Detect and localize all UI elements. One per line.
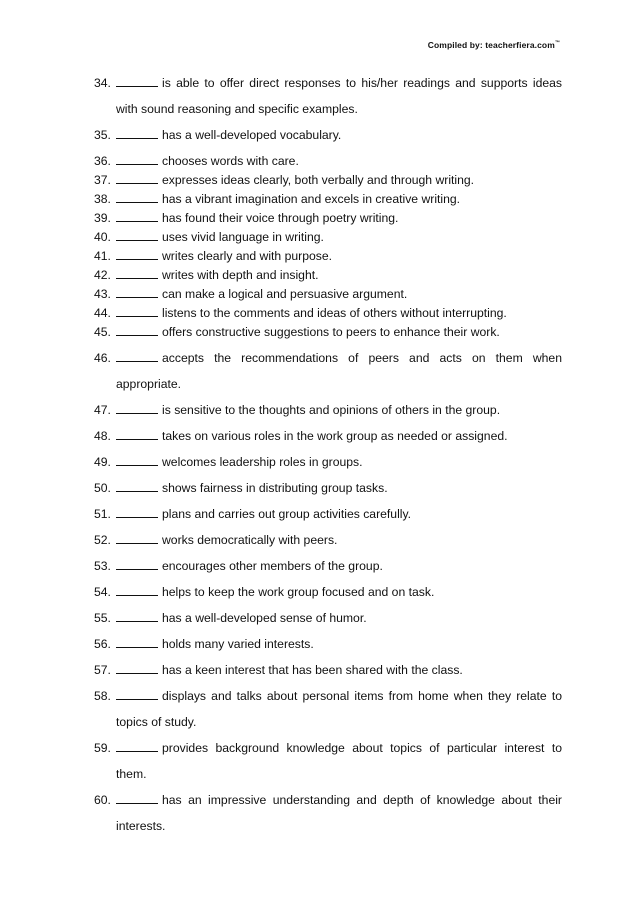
item-text: has a keen interest that has been shared with the class. xyxy=(162,663,463,677)
item-number: 43. xyxy=(94,287,111,301)
list-item xyxy=(94,267,562,283)
item-number: 34. xyxy=(94,76,111,90)
list-item xyxy=(94,402,562,418)
item-text-continued: topics of study. xyxy=(116,715,197,729)
item-text-continued: with sound reasoning and specific examples. xyxy=(116,102,358,116)
list-item xyxy=(94,506,562,522)
blank-line[interactable] xyxy=(116,480,158,492)
item-text: helps to keep the work group focused and on task. xyxy=(162,585,435,599)
item-number: 35. xyxy=(94,128,111,142)
checklist xyxy=(94,75,562,834)
item-text: has a well-developed sense of humor. xyxy=(162,611,367,625)
list-item xyxy=(94,454,562,470)
list-item xyxy=(94,75,562,117)
item-text: has a well-developed vocabulary. xyxy=(162,128,342,142)
list-item xyxy=(94,324,562,340)
item-text: expresses ideas clearly, both verbally and through writing. xyxy=(162,173,475,187)
item-text: can make a logical and persuasive argument. xyxy=(162,287,408,301)
list-item xyxy=(94,286,562,302)
list-item xyxy=(94,191,562,207)
blank-line[interactable] xyxy=(116,229,158,241)
item-text: has found their voice through poetry writing. xyxy=(162,211,399,225)
item-text: is sensitive to the thoughts and opinions of others in the group. xyxy=(162,403,501,417)
list-item xyxy=(94,229,562,245)
list-item xyxy=(94,428,562,444)
blank-line[interactable] xyxy=(116,324,158,336)
item-number: 54. xyxy=(94,585,111,599)
blank-line[interactable] xyxy=(116,248,158,260)
blank-line[interactable] xyxy=(116,210,158,222)
item-number: 40. xyxy=(94,230,111,244)
list-item xyxy=(94,127,562,143)
list-item xyxy=(94,153,562,169)
list-item xyxy=(94,610,562,626)
item-number: 58. xyxy=(94,689,111,703)
item-number: 37. xyxy=(94,173,111,187)
blank-line[interactable] xyxy=(116,350,158,362)
blank-line[interactable] xyxy=(116,558,158,570)
item-number: 52. xyxy=(94,533,111,547)
list-item xyxy=(94,248,562,264)
list-item xyxy=(94,558,562,574)
item-number: 57. xyxy=(94,663,111,677)
item-number: 53. xyxy=(94,559,111,573)
item-number: 39. xyxy=(94,211,111,225)
item-text: offers constructive suggestions to peers to enhance their work. xyxy=(162,325,500,339)
blank-line[interactable] xyxy=(116,428,158,440)
item-number: 49. xyxy=(94,455,111,469)
item-text: encourages other members of the group. xyxy=(162,559,383,573)
trademark: ™ xyxy=(554,40,560,47)
list-item xyxy=(94,480,562,496)
item-number: 42. xyxy=(94,268,111,282)
blank-line[interactable] xyxy=(116,454,158,466)
item-number: 55. xyxy=(94,611,111,625)
blank-line[interactable] xyxy=(116,506,158,518)
list-item xyxy=(94,532,562,548)
list-item xyxy=(94,584,562,600)
blank-line[interactable] xyxy=(116,740,158,752)
item-text: welcomes leadership roles in groups. xyxy=(162,455,363,469)
item-number: 56. xyxy=(94,637,111,651)
item-text-continued: interests. xyxy=(116,819,166,833)
item-number: 47. xyxy=(94,403,111,417)
blank-line[interactable] xyxy=(116,532,158,544)
item-number: 51. xyxy=(94,507,111,521)
blank-line[interactable] xyxy=(116,286,158,298)
item-number: 44. xyxy=(94,306,111,320)
blank-line[interactable] xyxy=(116,636,158,648)
item-text: displays and talks about personal items from home when they relate to xyxy=(162,689,562,703)
list-item xyxy=(94,662,562,678)
list-item xyxy=(94,792,562,834)
item-number: 45. xyxy=(94,325,111,339)
blank-line[interactable] xyxy=(116,688,158,700)
list-item xyxy=(94,740,562,782)
item-text: chooses words with care. xyxy=(162,154,299,168)
blank-line[interactable] xyxy=(116,75,158,87)
list-item xyxy=(94,636,562,652)
item-number: 36. xyxy=(94,154,111,168)
item-text: takes on various roles in the work group as needed or assigned. xyxy=(162,429,508,443)
blank-line[interactable] xyxy=(116,792,158,804)
item-text: writes with depth and insight. xyxy=(162,268,319,282)
blank-line[interactable] xyxy=(116,267,158,279)
item-number: 60. xyxy=(94,793,111,807)
item-text-continued: appropriate. xyxy=(116,377,182,391)
list-item xyxy=(94,210,562,226)
list-item xyxy=(94,172,562,188)
item-text: plans and carries out group activities carefully. xyxy=(162,507,412,521)
blank-line[interactable] xyxy=(116,172,158,184)
blank-line[interactable] xyxy=(116,153,158,165)
item-number: 48. xyxy=(94,429,111,443)
item-text: provides background knowledge about topics of particular interest to xyxy=(162,741,562,755)
blank-line[interactable] xyxy=(116,305,158,317)
list-item xyxy=(94,350,562,392)
item-text: holds many varied interests. xyxy=(162,637,314,651)
item-text: writes clearly and with purpose. xyxy=(162,249,333,263)
item-number: 59. xyxy=(94,741,111,755)
item-text: uses vivid language in writing. xyxy=(162,230,324,244)
item-number: 50. xyxy=(94,481,111,495)
item-number: 46. xyxy=(94,351,111,365)
blank-line[interactable] xyxy=(116,127,158,139)
blank-line[interactable] xyxy=(116,584,158,596)
item-number: 38. xyxy=(94,192,111,206)
item-number: 41. xyxy=(94,249,111,263)
item-text: accepts the recommendations of peers and acts on them when xyxy=(162,351,562,365)
item-text: works democratically with peers. xyxy=(162,533,338,547)
blank-line[interactable] xyxy=(116,402,158,414)
header-text: Compiled by: teacherfiera.com xyxy=(427,40,555,50)
item-text-continued: them. xyxy=(116,767,147,781)
item-text: has a vibrant imagination and excels in creative writing. xyxy=(162,192,461,206)
item-text: has an impressive understanding and depth of knowledge about their xyxy=(162,793,562,807)
blank-line[interactable] xyxy=(116,662,158,674)
item-text: shows fairness in distributing group tasks. xyxy=(162,481,388,495)
item-text: listens to the comments and ideas of others without interrupting. xyxy=(162,306,507,320)
page-header xyxy=(428,40,560,50)
item-text: is able to offer direct responses to his/her readings and supports ideas xyxy=(162,76,562,90)
list-item xyxy=(94,688,562,730)
blank-line[interactable] xyxy=(116,610,158,622)
list-item xyxy=(94,305,562,321)
blank-line[interactable] xyxy=(116,191,158,203)
